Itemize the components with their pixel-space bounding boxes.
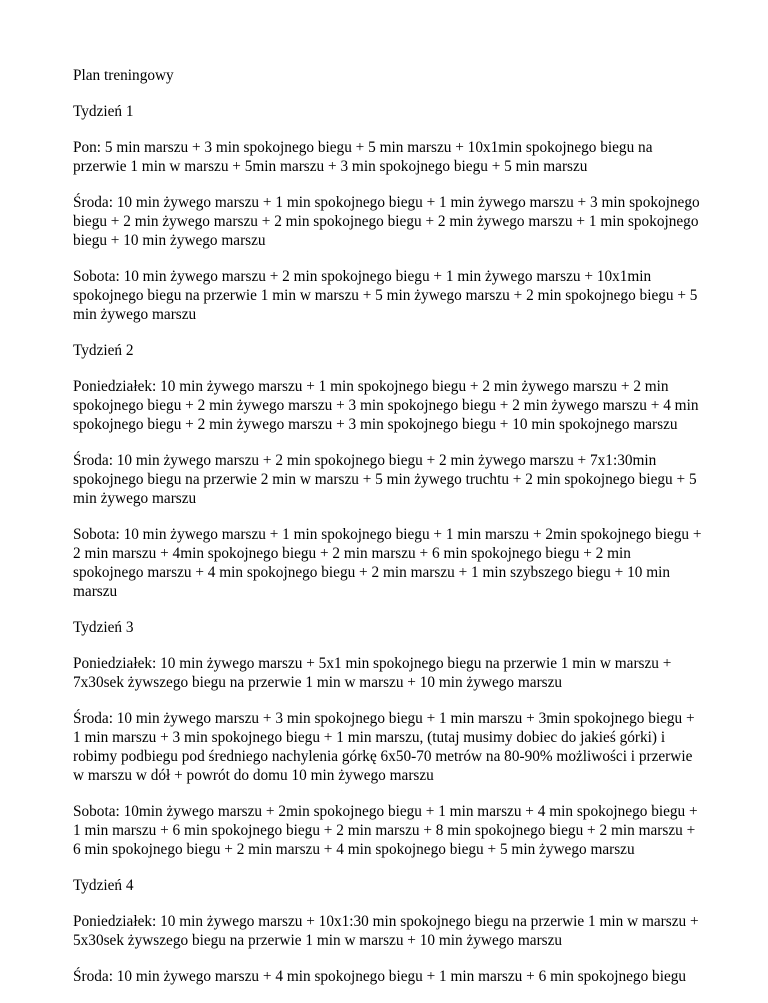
week-4-monday-paragraph: Poniedziałek: 10 min żywego marszu + 10x1:30 min spokojnego biegu na przerwie 1 min w marszu + 5x30sek żywszego biegu na przerwie 1 min w marszu + 10 min żywego marszu (73, 913, 699, 949)
week-1-monday-paragraph: Pon: 5 min marszu + 3 min spokojnego biegu + 5 min marszu + 10x1min spokojnego biegu na przerwie 1 min w marszu + 5min marszu + 3 min spokojnego biegu + 5 min marszu (73, 139, 653, 175)
week-2-heading: Tydzień 2 (73, 342, 134, 359)
week-4-wednesday-paragraph: Środa: 10 min żywego marszu + 4 min spokojnego biegu + 1 min marszu + 6 min spokojnego biegu (73, 968, 687, 985)
week-3-wednesday-paragraph: Środa: 10 min żywego marszu + 3 min spokojnego biegu + 1 min marszu + 3min spokojnego biegu + 1 min marszu + 3 min spokojnego biegu + 1 min marszu, (tutaj musimy dobiec do jakieś górki) i robimy podbiegu pod średniego nachylenia górkę 6x50-70 metrów na 80-90% możliwości i przerwie w marszu w dół + powrót do domu 10 min żywego marszu (73, 710, 695, 784)
document-page (73, 66, 705, 1003)
week-4-heading: Tydzień 4 (73, 877, 134, 894)
week-3-saturday-paragraph: Sobota: 10min żywego marszu + 2min spokojnego biegu + 1 min marszu + 4 min spokojnego biegu + 1 min marszu + 6 min spokojnego biegu + 2 min marszu + 8 min spokojnego biegu + 2 min marszu + 6 min spokojnego biegu + 2 min marszu + 4 min spokojnego biegu + 5 min żywego marszu (73, 803, 698, 858)
week-2-monday-paragraph: Poniedziałek: 10 min żywego marszu + 1 min spokojnego biegu + 2 min żywego marszu + 2 min spokojnego biegu + 2 min żywego marszu + 3 min spokojnego biegu + 2 min żywego marszu + 4 min spokojnego biegu + 2 min żywego marszu + 3 min spokojnego biegu + 10 min spokojnego marszu (73, 378, 699, 433)
week-1-wednesday-paragraph: Środa: 10 min żywego marszu + 1 min spokojnego biegu + 1 min żywego marszu + 3 min spokojnego biegu + 2 min żywego marszu + 2 min spokojnego biegu + 2 min żywego marszu + 1 min spokojnego biegu + 10 min żywego marszu (73, 194, 700, 249)
week-2-wednesday-paragraph: Środa: 10 min żywego marszu + 2 min spokojnego biegu + 2 min żywego marszu + 7x1:30min spokojnego biegu na przerwie 2 min w marszu + 5 min żywego truchtu + 2 min spokojnego biegu + 5 min żywego marszu (73, 452, 697, 507)
week-1-heading: Tydzień 1 (73, 103, 134, 120)
week-1-saturday-paragraph: Sobota: 10 min żywego marszu + 2 min spokojnego biegu + 1 min żywego marszu + 10x1min spokojnego biegu na przerwie 1 min w marszu + 5 min żywego marszu + 2 min spokojnego biegu + 5 min żywego marszu (73, 268, 698, 323)
week-2-saturday-paragraph: Sobota: 10 min żywego marszu + 1 min spokojnego biegu + 1 min marszu + 2min spokojnego biegu + 2 min marszu + 4min spokojnego biegu + 2 min marszu + 6 min spokojnego biegu + 2 min spokojnego marszu + 4 min spokojnego biegu + 2 min marszu + 1 min szybszego biegu + 10 min marszu (73, 526, 702, 600)
document-title: Plan treningowy (73, 67, 174, 84)
week-3-monday-paragraph: Poniedziałek: 10 min żywego marszu + 5x1 min spokojnego biegu na przerwie 1 min w marszu + 7x30sek żywszego biegu na przerwie 1 min w marszu + 10 min żywego marszu (73, 655, 672, 691)
week-3-heading: Tydzień 3 (73, 619, 134, 636)
